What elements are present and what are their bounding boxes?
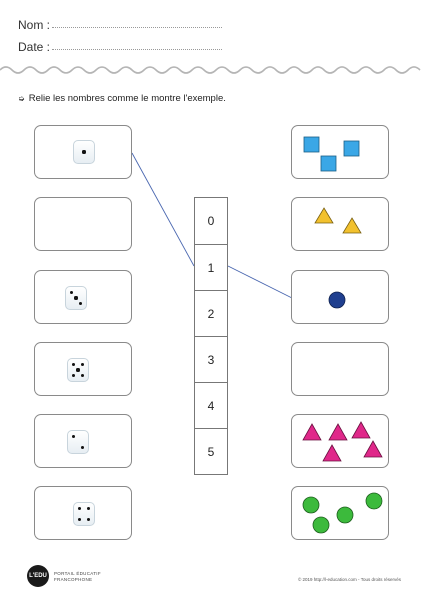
die-4-icon [73,502,95,526]
die-5-icon [67,358,89,382]
circle-icon [366,493,382,509]
portal-line-2: FRANCOPHONE [54,577,93,582]
logo-text: L'EDU [29,573,47,579]
blue-circle-group [292,271,390,325]
circle-icon [303,497,319,513]
number-2[interactable]: 2 [195,290,227,336]
squares-group [292,126,390,180]
arrow-icon: ➭ [18,94,25,103]
triangle-icon [343,218,361,233]
example-line-left [132,153,194,266]
ledu-logo [27,565,49,587]
right-box-6[interactable] [291,486,389,540]
square-icon [344,141,359,156]
number-column [194,197,228,475]
right-box-2[interactable] [291,197,389,251]
triangle-icon [364,441,382,457]
left-box-3[interactable] [34,270,132,324]
triangle-icon [329,424,347,440]
left-box-5[interactable] [34,414,132,468]
left-box-4[interactable] [34,342,132,396]
number-4[interactable]: 4 [195,382,227,428]
number-3[interactable]: 3 [195,336,227,382]
triangle-icon [315,208,333,223]
number-0[interactable]: 0 [207,214,215,228]
circle-icon [329,292,345,308]
name-label: Nom : [18,18,51,32]
yellow-triangles-group [292,198,390,252]
example-line-right [228,266,292,298]
right-box-5[interactable] [291,414,389,468]
die-2-icon [67,430,89,454]
green-circles-group [292,487,390,541]
right-box-3[interactable] [291,270,389,324]
triangle-icon [303,424,321,440]
left-box-2[interactable] [34,197,132,251]
square-icon [304,137,319,152]
circle-icon [337,507,353,523]
instruction-text: Relie les nombres comme le montre l'exemple. [28,93,226,104]
square-icon [321,156,336,171]
right-box-1[interactable] [291,125,389,179]
right-box-4[interactable] [291,342,389,396]
left-box-1[interactable] [34,125,132,179]
number-5[interactable]: 5 [195,428,227,474]
date-label: Date : [18,40,51,54]
copyright: © 2019 http://l-education.com - Tous droits réservés [297,577,401,582]
left-box-6[interactable] [34,486,132,540]
number-1[interactable]: 1 [195,244,227,290]
pink-triangles-group [292,415,390,469]
circle-icon [313,517,329,533]
die-3-icon [65,286,87,310]
triangle-icon [323,445,341,461]
portal-line-1: PORTAIL ÉDUCATIF [54,571,101,576]
die-1-icon [73,140,95,164]
triangle-icon [352,422,370,438]
